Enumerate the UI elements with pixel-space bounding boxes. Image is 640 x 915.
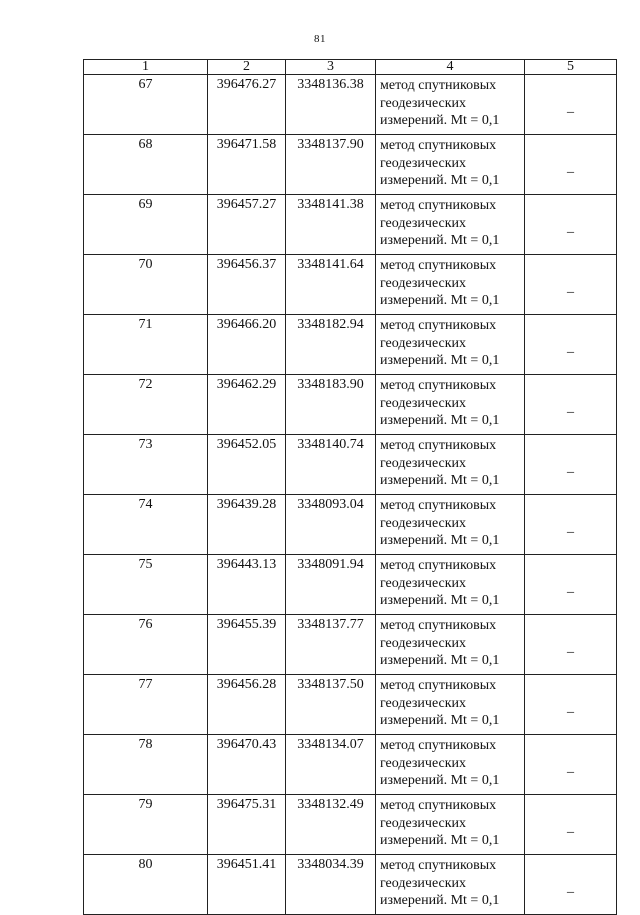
method-cell	[376, 615, 525, 675]
method-cell	[376, 255, 525, 315]
method-line: измерений. Mt = 0,1	[380, 413, 500, 428]
table-row	[84, 255, 617, 315]
coordinates-table	[83, 59, 617, 915]
method-cell	[376, 555, 525, 615]
point-number-cell: 76	[84, 615, 208, 675]
point-number-cell: 71	[84, 315, 208, 375]
point-number-cell: 70	[84, 255, 208, 315]
y-coordinate-cell: 3348137.77	[286, 615, 376, 675]
note-cell: _	[525, 855, 617, 915]
x-coordinate-cell: 396456.37	[208, 255, 286, 315]
x-coordinate-cell: 396470.43	[208, 735, 286, 795]
method-line: измерений. Mt = 0,1	[380, 713, 500, 728]
method-line: метод спутниковых	[380, 258, 497, 273]
column-header: 3	[286, 60, 376, 75]
note-cell: _	[525, 615, 617, 675]
method-line: измерений. Mt = 0,1	[380, 173, 500, 188]
method-line: измерений. Mt = 0,1	[380, 293, 500, 308]
table-row	[84, 555, 617, 615]
method-line: метод спутниковых	[380, 798, 497, 813]
table-row	[84, 795, 617, 855]
point-number-cell: 79	[84, 795, 208, 855]
note-cell: _	[525, 195, 617, 255]
method-cell	[376, 675, 525, 735]
column-header: 1	[84, 60, 208, 75]
table-row	[84, 135, 617, 195]
y-coordinate-cell: 3348137.90	[286, 135, 376, 195]
method-line: геодезических	[380, 635, 467, 651]
method-line: метод спутниковых	[380, 138, 497, 153]
x-coordinate-cell: 396443.13	[208, 555, 286, 615]
note-cell: _	[525, 495, 617, 555]
y-coordinate-cell: 3348182.94	[286, 315, 376, 375]
method-line: геодезических	[380, 275, 467, 291]
method-line: измерений. Mt = 0,1	[380, 533, 500, 548]
method-line: геодезических	[380, 515, 467, 531]
x-coordinate-cell: 396471.58	[208, 135, 286, 195]
point-number-cell: 78	[84, 735, 208, 795]
note-cell: _	[525, 75, 617, 135]
x-coordinate-cell: 396456.28	[208, 675, 286, 735]
y-coordinate-cell: 3348134.07	[286, 735, 376, 795]
table-row	[84, 315, 617, 375]
method-cell	[376, 735, 525, 795]
point-number-cell: 68	[84, 135, 208, 195]
x-coordinate-cell: 396451.41	[208, 855, 286, 915]
method-cell	[376, 315, 525, 375]
column-header: 4	[376, 60, 525, 75]
note-cell: _	[525, 375, 617, 435]
method-line: метод спутниковых	[380, 78, 497, 93]
x-coordinate-cell: 396466.20	[208, 315, 286, 375]
method-line: измерений. Mt = 0,1	[380, 773, 500, 788]
y-coordinate-cell: 3348093.04	[286, 495, 376, 555]
method-line: измерений. Mt = 0,1	[380, 833, 500, 848]
y-coordinate-cell: 3348136.38	[286, 75, 376, 135]
column-header: 5	[525, 60, 617, 75]
point-number-cell: 72	[84, 375, 208, 435]
note-cell: _	[525, 675, 617, 735]
method-cell	[376, 375, 525, 435]
method-line: геодезических	[380, 815, 467, 831]
table-row	[84, 735, 617, 795]
x-coordinate-cell: 396452.05	[208, 435, 286, 495]
method-line: измерений. Mt = 0,1	[380, 113, 500, 128]
point-number-cell: 67	[84, 75, 208, 135]
table-row	[84, 615, 617, 675]
method-cell	[376, 135, 525, 195]
method-line: метод спутниковых	[380, 318, 497, 333]
page-number: 81	[314, 33, 326, 45]
point-number-cell: 73	[84, 435, 208, 495]
table-row	[84, 855, 617, 915]
y-coordinate-cell: 3348034.39	[286, 855, 376, 915]
method-line: геодезических	[380, 575, 467, 591]
x-coordinate-cell: 396457.27	[208, 195, 286, 255]
y-coordinate-cell: 3348091.94	[286, 555, 376, 615]
method-line: геодезических	[380, 875, 467, 891]
method-line: измерений. Mt = 0,1	[380, 473, 500, 488]
method-cell	[376, 435, 525, 495]
table-header-row	[84, 60, 617, 75]
point-number-cell: 75	[84, 555, 208, 615]
note-cell: _	[525, 795, 617, 855]
note-cell: _	[525, 435, 617, 495]
table-row	[84, 195, 617, 255]
column-header: 2	[208, 60, 286, 75]
y-coordinate-cell: 3348137.50	[286, 675, 376, 735]
method-cell	[376, 855, 525, 915]
x-coordinate-cell: 396439.28	[208, 495, 286, 555]
method-cell	[376, 75, 525, 135]
table-row	[84, 435, 617, 495]
x-coordinate-cell: 396476.27	[208, 75, 286, 135]
point-number-cell: 69	[84, 195, 208, 255]
method-line: измерений. Mt = 0,1	[380, 233, 500, 248]
method-line: метод спутниковых	[380, 678, 497, 693]
table-row	[84, 675, 617, 735]
y-coordinate-cell: 3348140.74	[286, 435, 376, 495]
table-row	[84, 495, 617, 555]
method-line: геодезических	[380, 755, 467, 771]
method-line: метод спутниковых	[380, 498, 497, 513]
y-coordinate-cell: 3348141.64	[286, 255, 376, 315]
method-line: метод спутниковых	[380, 438, 497, 453]
method-line: метод спутниковых	[380, 738, 497, 753]
y-coordinate-cell: 3348183.90	[286, 375, 376, 435]
method-line: геодезических	[380, 335, 467, 351]
method-line: геодезических	[380, 155, 467, 171]
x-coordinate-cell: 396475.31	[208, 795, 286, 855]
method-line: геодезических	[380, 95, 467, 111]
table-row	[84, 375, 617, 435]
method-line: геодезических	[380, 455, 467, 471]
method-line: метод спутниковых	[380, 618, 497, 633]
note-cell: _	[525, 735, 617, 795]
note-cell: _	[525, 135, 617, 195]
point-number-cell: 80	[84, 855, 208, 915]
method-line: измерений. Mt = 0,1	[380, 593, 500, 608]
method-line: геодезических	[380, 395, 467, 411]
table-body	[84, 75, 617, 915]
method-line: метод спутниковых	[380, 198, 497, 213]
method-line: метод спутниковых	[380, 858, 497, 873]
note-cell: _	[525, 555, 617, 615]
point-number-cell: 77	[84, 675, 208, 735]
table-row	[84, 75, 617, 135]
point-number-cell: 74	[84, 495, 208, 555]
method-cell	[376, 195, 525, 255]
method-line: измерений. Mt = 0,1	[380, 353, 500, 368]
y-coordinate-cell: 3348132.49	[286, 795, 376, 855]
y-coordinate-cell: 3348141.38	[286, 195, 376, 255]
method-line: метод спутниковых	[380, 558, 497, 573]
x-coordinate-cell: 396455.39	[208, 615, 286, 675]
x-coordinate-cell: 396462.29	[208, 375, 286, 435]
method-cell	[376, 795, 525, 855]
method-line: измерений. Mt = 0,1	[380, 653, 500, 668]
method-cell	[376, 495, 525, 555]
method-line: метод спутниковых	[380, 378, 497, 393]
note-cell: _	[525, 255, 617, 315]
method-line: геодезических	[380, 215, 467, 231]
method-line: измерений. Mt = 0,1	[380, 893, 500, 908]
method-line: геодезических	[380, 695, 467, 711]
note-cell: _	[525, 315, 617, 375]
